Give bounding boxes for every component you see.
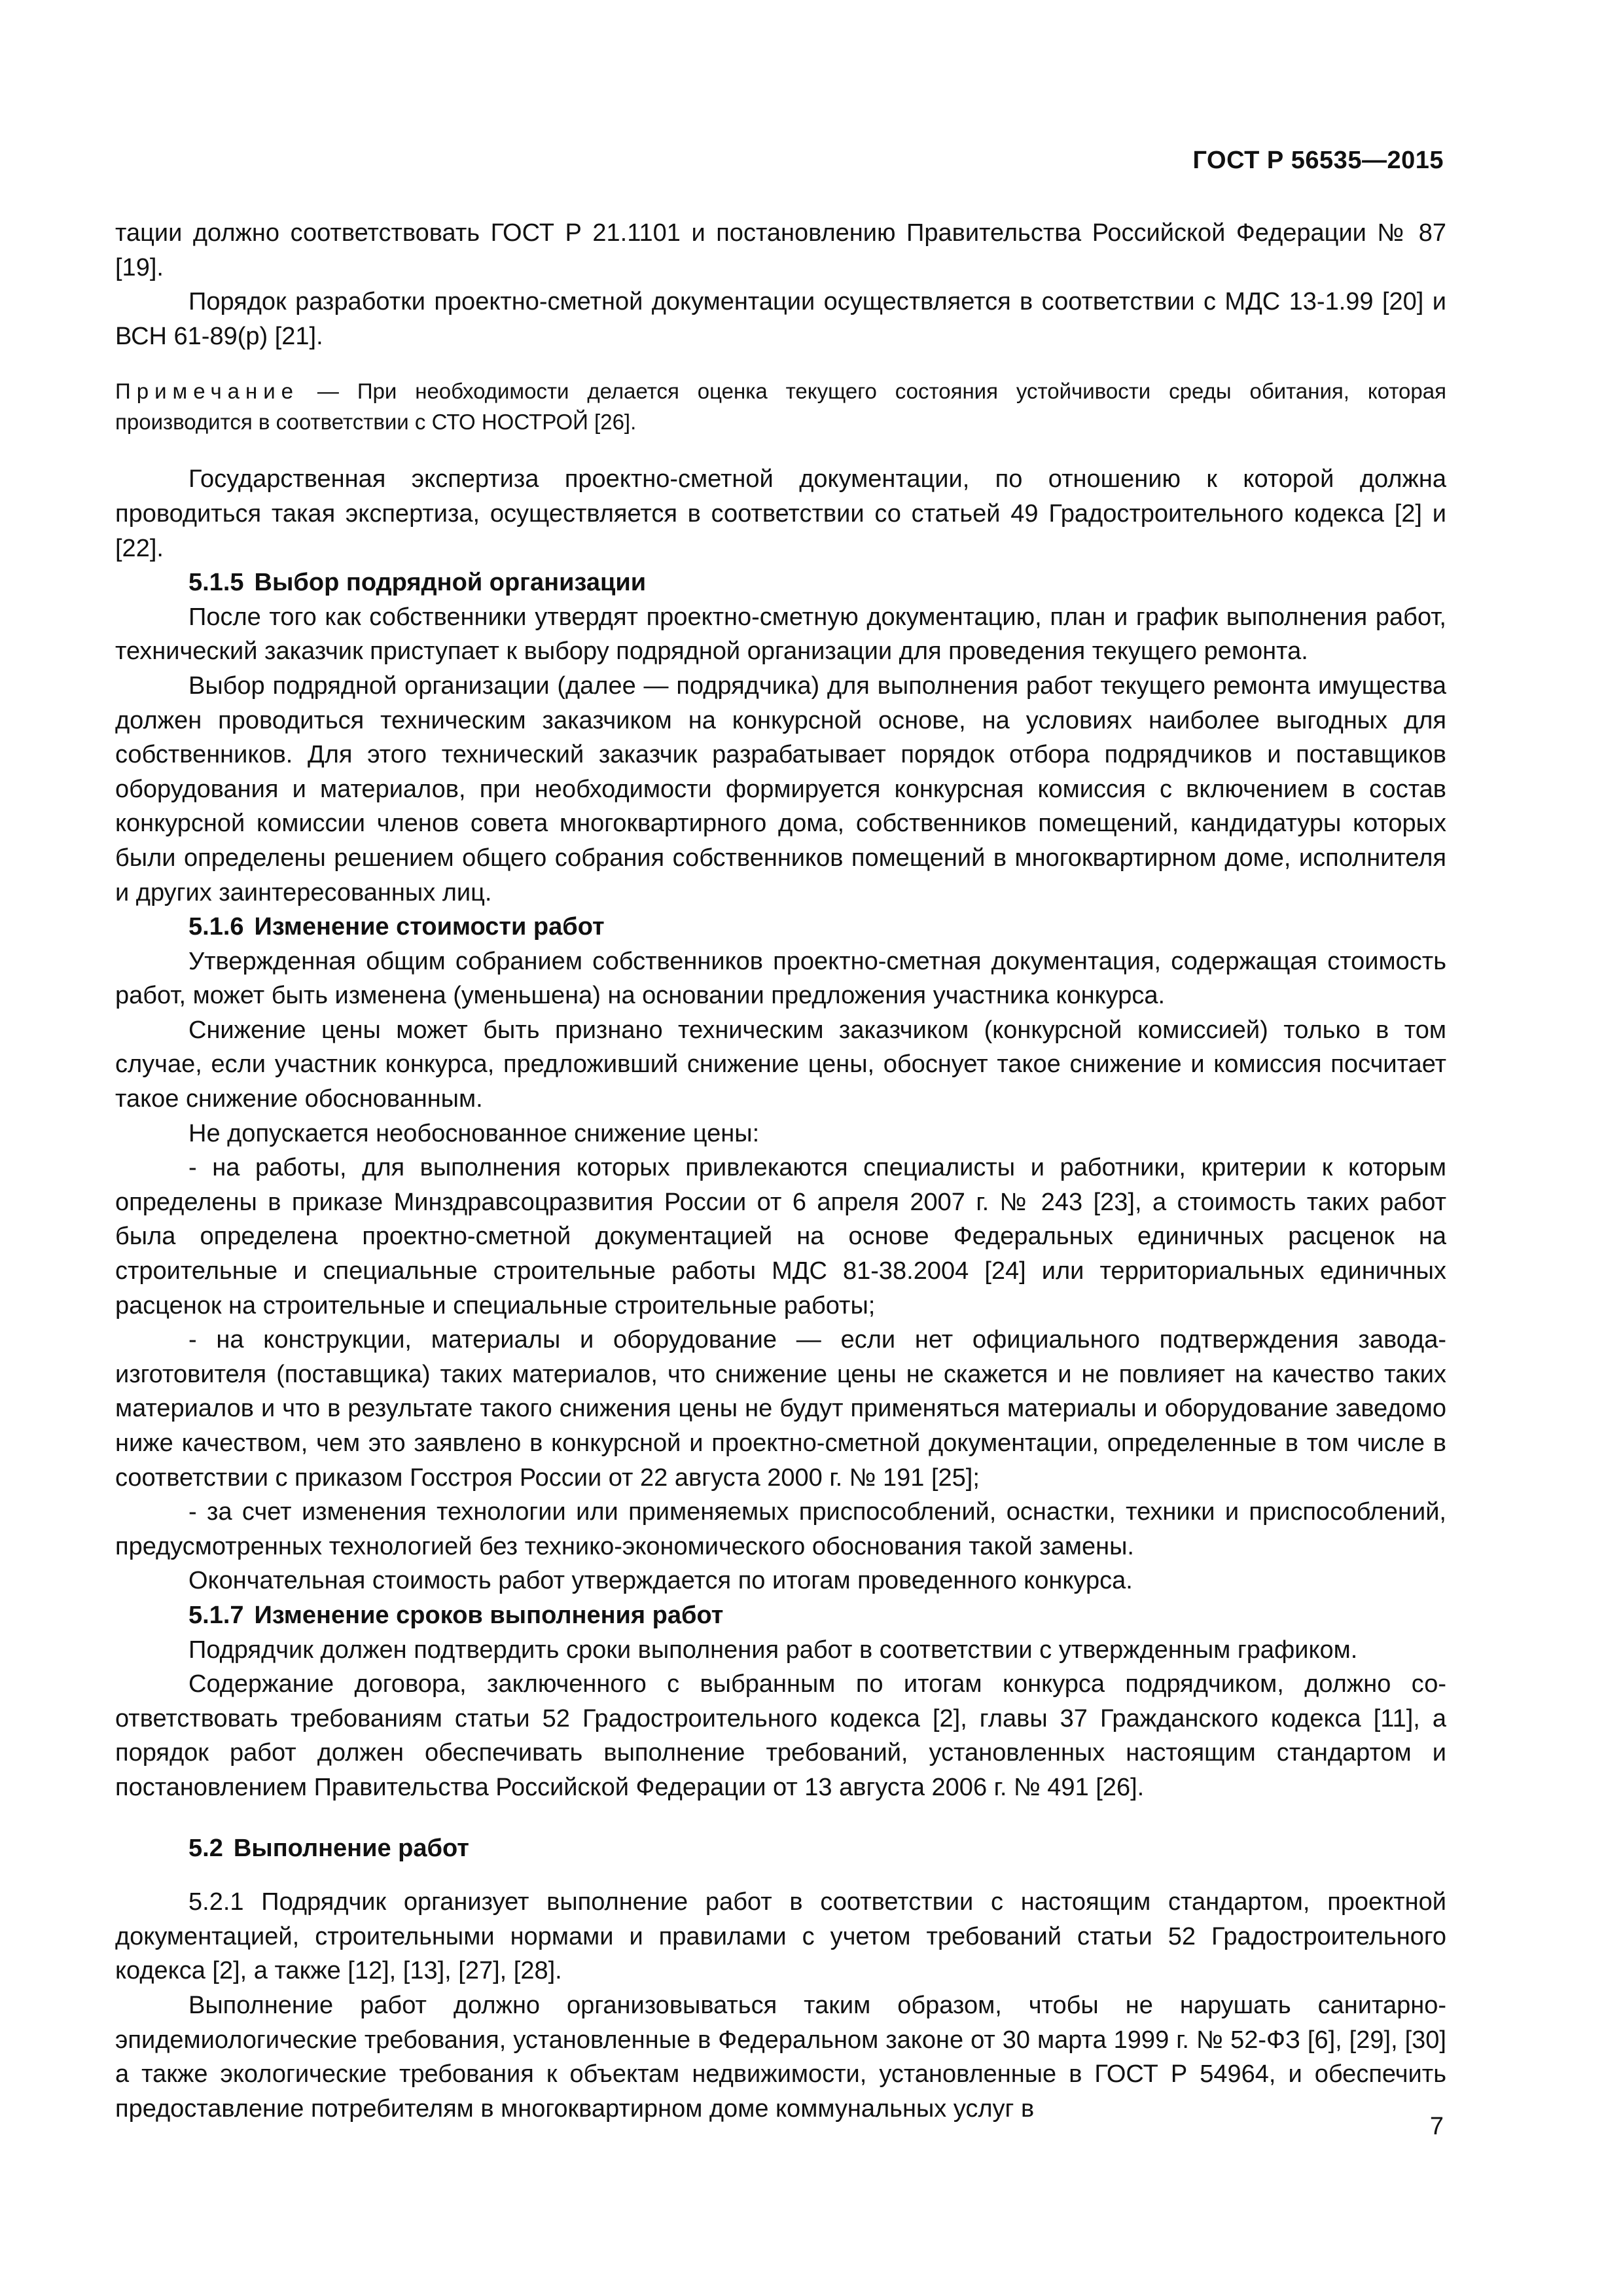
document-id-header: ГОСТ Р 56535—2015	[1192, 147, 1444, 174]
paragraph: После того как собственники утвердят проектно-сметную документацию, план и график выполнения работ, технический заказчик приступает к выбору подрядной организации для проведения текущего ремонта.	[115, 603, 1446, 666]
list-item: - на конструкции, материалы и оборудование — если нет официального подтверждения завода-изготовителя (поставщика) таких материалов, что снижение цены не скажется и не повлияет на качество таких материалов и что в результате такого снижения цены не будут применяться материалы и оборудование заведомо ниже качеством, чем это заявлено в конкурсной и проектно-сметной документации, определенные в том числе в соответствии с приказом Госстроя России от 22 августа 2000 г. № 191 [25];	[115, 1326, 1446, 1492]
section-heading-5-2	[115, 1831, 1446, 1866]
section-heading-5-1-7	[115, 1598, 1446, 1633]
section-number: 5.2	[188, 1834, 223, 1862]
section-title: Изменение сроков выполнения работ	[254, 1601, 724, 1629]
list-item: - на работы, для выполнения которых привлекаются специалисты и работники, критерии к которым определены в приказе Минздравсоцразвития России от 6 апреля 2007 г. № 243 [23], а стоимость таких работ была определена проектно-сметной документацией на основе Федеральных единичных расценок на строительные и специальные строительные работы МДС 81-38.2004 [24] или территориальных единичных расценок на строительные и специальные строительные работы;	[115, 1154, 1446, 1319]
paragraph: Государственная экспертиза проектно-сметной документации, по отношению к которой должна проводиться такая экспертиза, осуществляется в соответствии со статьей 49 Градостроительного кодекса [2] и [22].	[115, 465, 1446, 562]
paragraph: 5.2.1 Подрядчик организует выполнение работ в соответствии с настоящим стандартом, проектной документацией, строительными нормами и правилами с учетом требований статьи 52 Градостроительного кодекса [2], а также [12], [13], [27], [28].	[115, 1888, 1446, 1985]
section-title: Изменение стоимости работ	[254, 913, 605, 941]
paragraph: Окончательная стоимость работ утверждается по итогам проведенного конкурса.	[188, 1567, 1133, 1595]
note-text: — При необходимости делается оценка текущего состояния устойчивости среды обитания, которая производится в соответствии с СТО НОСТРОЙ [26].	[115, 379, 1446, 435]
section-number: 5.1.7	[188, 1601, 244, 1629]
section-number: 5.1.5	[188, 569, 244, 597]
paragraph: Выполнение работ должно организовываться таким образом, чтобы не нарушать санитарно-эпидемиологические требования, установленные в Федеральном законе от 30 марта 1999 г. № 52-ФЗ [6], [29], [30] а также экологические требования к объектам недвижимости, установленные в ГОСТ Р 54964, и обеспечить предоставление потребителям в многоквартирном доме коммунальных услуг в	[115, 1991, 1446, 2123]
section-heading-5-1-6	[115, 910, 1446, 944]
paragraph: Утвержденная общим собранием собственников проектно-сметная документация, содержащая стоимость работ, может быть изменена (уменьшена) на основании предложения участника конкурса.	[115, 947, 1446, 1010]
note-label: Примечание	[115, 379, 300, 404]
document-body	[115, 216, 1446, 2126]
paragraph: Содержание договора, заключенного с выбранным по итогам конкурса подрядчиком, должно соответствовать требованиям статьи 52 Градостроительного кодекса [2], главы 37 Гражданского кодекса [11], а порядок работ должен обеспечивать выполнение требований, установленных настоящим стандартом и постановлением Правительства Российской Федерации от 13 августа 2006 г. № 491 [26].	[115, 1670, 1446, 1801]
paragraph: Не допускается необоснованное снижение цены:	[188, 1119, 760, 1147]
paragraph: тации должно соответствовать ГОСТ Р 21.1101 и постановлению Правительства Российской Федерации № 87 [19].	[115, 219, 1446, 281]
page-number: 7	[1429, 2113, 1444, 2140]
paragraph: Подрядчик должен подтвердить сроки выполнения работ в соответствии с утвержденным графиком.	[188, 1636, 1358, 1664]
paragraph: Снижение цены может быть признано техническим заказчиком (конкурсной комиссией) только в том случае, если участник конкурса, предложивший снижение цены, обоснует такое снижение и комиссия посчитает такое снижение обоснованным.	[115, 1016, 1446, 1113]
section-heading-5-1-5	[115, 565, 1446, 600]
section-number: 5.1.6	[188, 913, 244, 941]
paragraph: Порядок разработки проектно-сметной документации осуществляется в соответствии с МДС 13-1.99 [20] и ВСН 61-89(р) [21].	[115, 288, 1446, 350]
paragraph: Выбор подрядной организации (далее — подрядчика) для выполнения работ текущего ремонта имущества должен проводиться техническим заказчиком на конкурсной основе, на условиях наиболее выгодных для собственников. Для этого технический заказчик разрабатывает порядок отбора подрядчиков и поставщиков оборудования и материалов, при необходимости формируется конкурсная комиссия с включением в состав конкурсной комиссии членов совета многоквартирного дома, собственников помещений, кандидатуры которых были определены решением общего собрания собственников помещений в многоквартирном доме, исполнителя и других заинтересованных лиц.	[115, 672, 1446, 906]
section-title: Выбор подрядной организации	[254, 569, 647, 597]
list-item: - за счет изменения технологии или применяемых приспособлений, оснастки, техники и приспособлений, предусмотренных технологией без технико-экономического обоснования такой замены.	[115, 1498, 1446, 1560]
note	[115, 376, 1446, 437]
section-title: Выполнение работ	[233, 1834, 469, 1862]
